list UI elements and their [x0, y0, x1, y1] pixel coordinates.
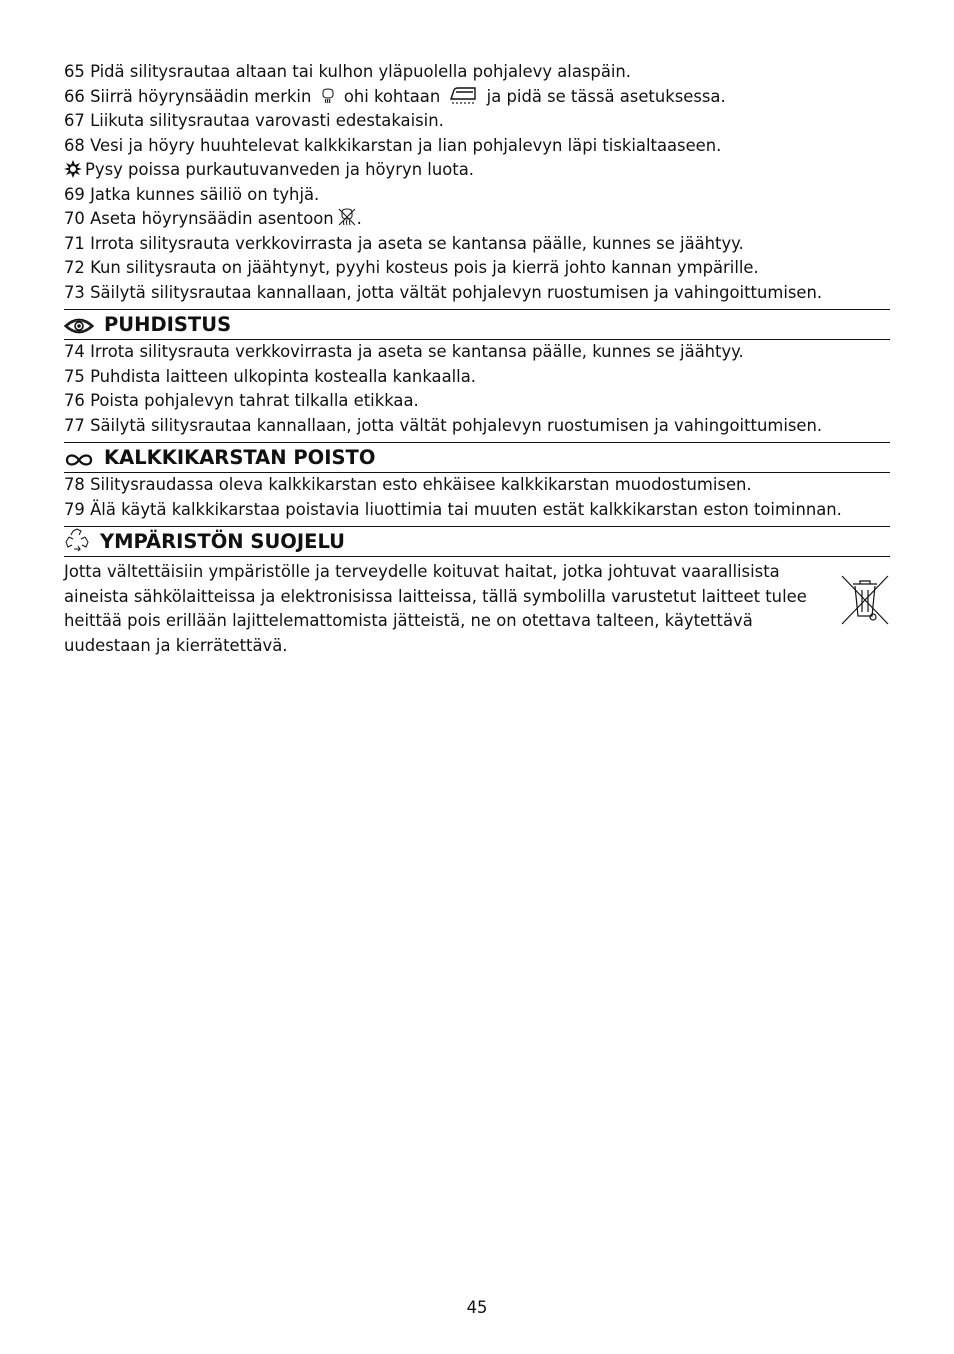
infinity-icon	[64, 447, 94, 476]
step-70-text-2: .	[356, 209, 362, 228]
step-66-text-1: 66 Siirrä höyrynsäädin merkin	[64, 86, 312, 106]
environment-line: aineista sähkölaitteissa ja elektronisissa laitteissa, tällä symbolilla varustetut laitteet tulee	[64, 586, 807, 606]
cleaning-heading	[64, 309, 890, 340]
step-77: 77 Säilytä silitysrautaa kannallaan, jotta vältät pohjalevyn ruostumisen ja vahingoittumisen.	[64, 415, 823, 435]
step-66-text-3: ja pidä se tässä asetuksessa.	[486, 86, 726, 106]
step-69: 69 Jatka kunnes säiliö on tyhjä.	[64, 184, 320, 204]
environment-body	[64, 560, 890, 658]
steam-off-icon	[337, 207, 357, 235]
warning-text: Pysy poissa purkautuvanveden ja höyryn luota.	[85, 160, 474, 179]
step-75: 75 Puhdista laitteen ulkopinta kostealla kankaalla.	[64, 366, 476, 386]
warning-line	[64, 158, 890, 183]
step-70-text-1: 70 Aseta höyrynsäädin asentoon	[64, 209, 334, 228]
environment-heading	[64, 526, 890, 557]
environment-line: heittää pois erillään lajittelemattomista jätteistä, ne on otettava talteen, käytettävä	[64, 611, 753, 630]
step-68: 68 Vesi ja höyry huuhtelevat kalkkikarstan ja lian pohjalevyn läpi tiskialtaaseen.	[64, 135, 722, 155]
step-65: 65 Pidä silitysrautaa altaan tai kulhon yläpuolella pohjalevy alaspäin.	[64, 62, 632, 81]
environment-line: uudestaan ja kierrätettävä.	[64, 635, 288, 655]
step-71: 71 Irrota silitysrauta verkkovirrasta ja aseta se kantansa päälle, kunnes se jäähtyy.	[64, 233, 744, 253]
crossed-bin-icon	[840, 574, 890, 630]
manual-page	[64, 60, 890, 658]
recycle-icon	[64, 528, 90, 560]
environment-line: Jotta vältettäisiin ympäristölle ja terveydelle koituvat haitat, jotka johtuvat vaarallisista	[64, 562, 780, 581]
eye-icon	[64, 314, 94, 343]
step-74: 74 Irrota silitysrauta verkkovirrasta ja aseta se kantansa päälle, kunnes se jäähtyy.	[64, 342, 744, 361]
environment-title: YMPÄRISTÖN SUOJELU	[100, 530, 346, 553]
step-66	[64, 85, 890, 110]
step-73: 73 Säilytä silitysrautaa kannallaan, jotta vältät pohjalevyn ruostumisen ja vahingoittumisen.	[64, 282, 823, 302]
warning-burst-icon	[64, 160, 82, 186]
descaling-title: KALKKIKARSTAN POISTO	[104, 446, 376, 469]
step-66-text-2: ohi kohtaan	[343, 86, 441, 106]
step-67: 67 Liikuta silitysrautaa varovasti edestakaisin.	[64, 111, 444, 130]
cleaning-title: PUHDISTUS	[104, 313, 232, 336]
step-76: 76 Poista pohjalevyn tahrat tilkalla etikkaa.	[64, 391, 419, 410]
page-number: 45	[466, 1298, 488, 1317]
step-72: 72 Kun silitysrauta on jäähtynyt, pyyhi kosteus pois ja kierrä johto kannan ympärille.	[64, 258, 759, 277]
step-79: 79 Älä käytä kalkkikarstaa poistavia liuottimia tai muuten estät kalkkikarstan eston toiminnan.	[64, 499, 842, 519]
iron-max-icon	[448, 85, 478, 113]
step-78: 78 Silitysraudassa oleva kalkkikarstan esto ehkäisee kalkkikarstan muodostumisen.	[64, 475, 752, 494]
step-70	[64, 207, 890, 232]
descaling-heading	[64, 442, 890, 473]
